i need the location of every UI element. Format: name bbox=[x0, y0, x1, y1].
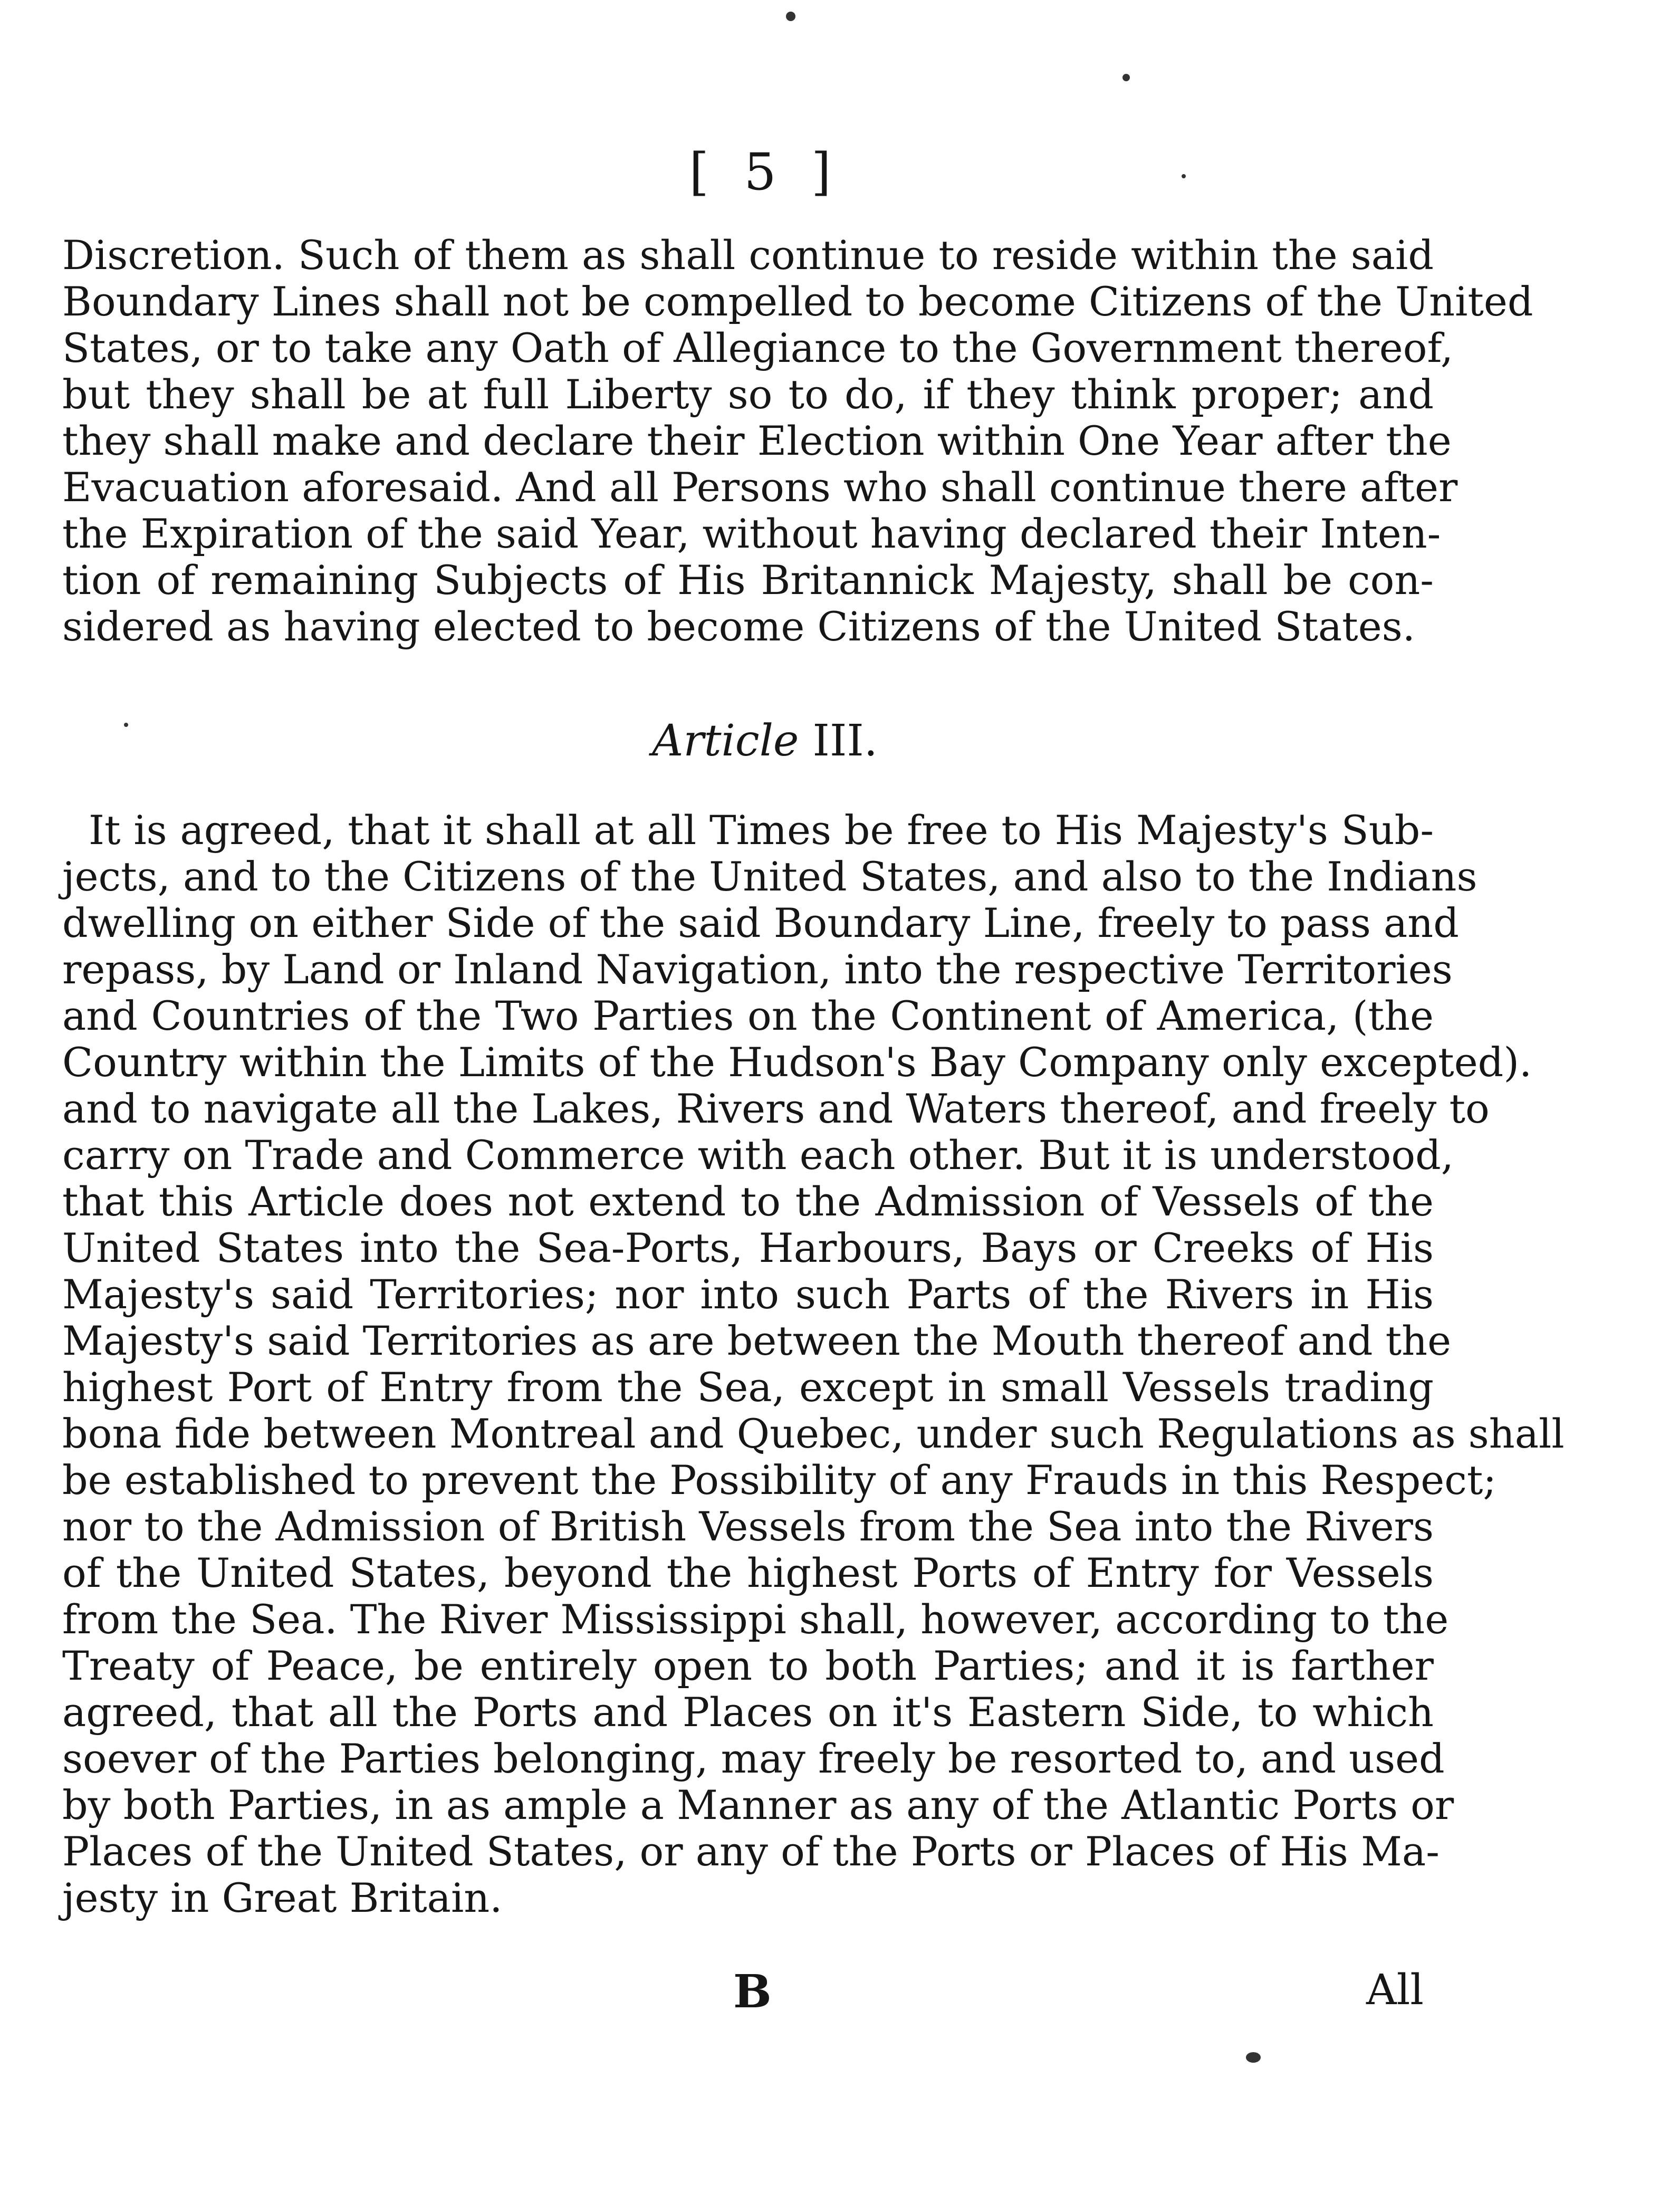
text-line: agreed, that all the Ports and Places on it's Eastern Side, to which bbox=[62, 1689, 1434, 1736]
text-line: It is agreed, that it shall at all Times be free to His Majesty's Sub- bbox=[89, 807, 1434, 854]
text-line: and to navigate all the Lakes, Rivers and Waters thereof, and freely to bbox=[62, 1085, 1490, 1132]
text-line: jects, and to the Citizens of the United States, and also to the Indians bbox=[62, 853, 1477, 900]
text-line: highest Port of Entry from the Sea, except in small Vessels trading bbox=[62, 1364, 1434, 1411]
text-line: Boundary Lines shall not be compelled to become Citizens of the United bbox=[62, 278, 1533, 325]
text-line: nor to the Admission of British Vessels from the Sea into the Rivers bbox=[62, 1503, 1434, 1550]
text-line: they shall make and declare their Election within One Year after the bbox=[62, 417, 1452, 464]
text-line: Majesty's said Territories as are between the Mouth thereof and the bbox=[62, 1317, 1452, 1364]
signature-mark: B bbox=[733, 1965, 772, 2018]
text-line: Country within the Limits of the Hudson's Bay Company only excepted). bbox=[62, 1039, 1532, 1086]
ink-speck bbox=[1246, 2052, 1261, 2063]
ink-speck bbox=[1182, 174, 1186, 178]
text-line: repass, by Land or Inland Navigation, into the respective Territories bbox=[62, 946, 1453, 993]
article-heading-number: III. bbox=[812, 716, 878, 766]
ink-speck bbox=[786, 12, 795, 21]
catchword: All bbox=[1366, 1965, 1424, 2014]
text-line: Discretion. Such of them as shall continue to reside within the said bbox=[62, 232, 1434, 279]
article-heading bbox=[0, 715, 1530, 768]
text-line: Evacuation aforesaid. And all Persons who shall continue there after bbox=[62, 464, 1458, 511]
text-line: tion of remaining Subjects of His Britannick Majesty, shall be con- bbox=[62, 557, 1434, 604]
text-line: and Countries of the Two Parties on the Continent of America, (the bbox=[62, 992, 1434, 1039]
text-line: the Expiration of the said Year, without having declared their Inten- bbox=[62, 510, 1441, 557]
text-line: of the United States, beyond the highest Ports of Entry for Vessels bbox=[62, 1549, 1434, 1596]
text-line: carry on Trade and Commerce with each other. But it is understood, bbox=[62, 1132, 1454, 1179]
text-line: from the Sea. The River Mississippi shall, however, according to the bbox=[62, 1596, 1449, 1643]
text-line: be established to prevent the Possibility of any Frauds in this Respect; bbox=[62, 1457, 1496, 1504]
text-line: dwelling on either Side of the said Boundary Line, freely to pass and bbox=[62, 899, 1459, 946]
text-line: Majesty's said Territories; nor into such Parts of the Rivers in His bbox=[62, 1271, 1434, 1318]
text-line: soever of the Parties belonging, may freely be resorted to, and used bbox=[62, 1735, 1445, 1782]
page-number: [ 5 ] bbox=[689, 142, 841, 202]
text-line: States, or to take any Oath of Allegiance to the Government thereof, bbox=[62, 324, 1454, 371]
text-line: sidered as having elected to become Citizens of the United States. bbox=[62, 603, 1415, 650]
text-line: but they shall be at full Liberty so to do, if they think proper; and bbox=[62, 371, 1434, 418]
ink-speck bbox=[124, 723, 128, 727]
text-line: by both Parties, in as ample a Manner as any of the Atlantic Ports or bbox=[62, 1782, 1454, 1828]
text-line: Treaty of Peace, be entirely open to both Parties; and it is farther bbox=[62, 1642, 1434, 1689]
article-heading-word: Article bbox=[652, 716, 799, 766]
text-line: jesty in Great Britain. bbox=[62, 1874, 503, 1921]
ink-speck bbox=[1122, 74, 1130, 81]
text-line: that this Article does not extend to the Admission of Vessels of the bbox=[62, 1178, 1434, 1225]
text-line: United States into the Sea-Ports, Harbours, Bays or Creeks of His bbox=[62, 1224, 1434, 1271]
text-line: Places of the United States, or any of the Ports or Places of His Ma- bbox=[62, 1828, 1440, 1875]
text-line: bona fide between Montreal and Quebec, under such Regulations as shall bbox=[62, 1410, 1565, 1457]
